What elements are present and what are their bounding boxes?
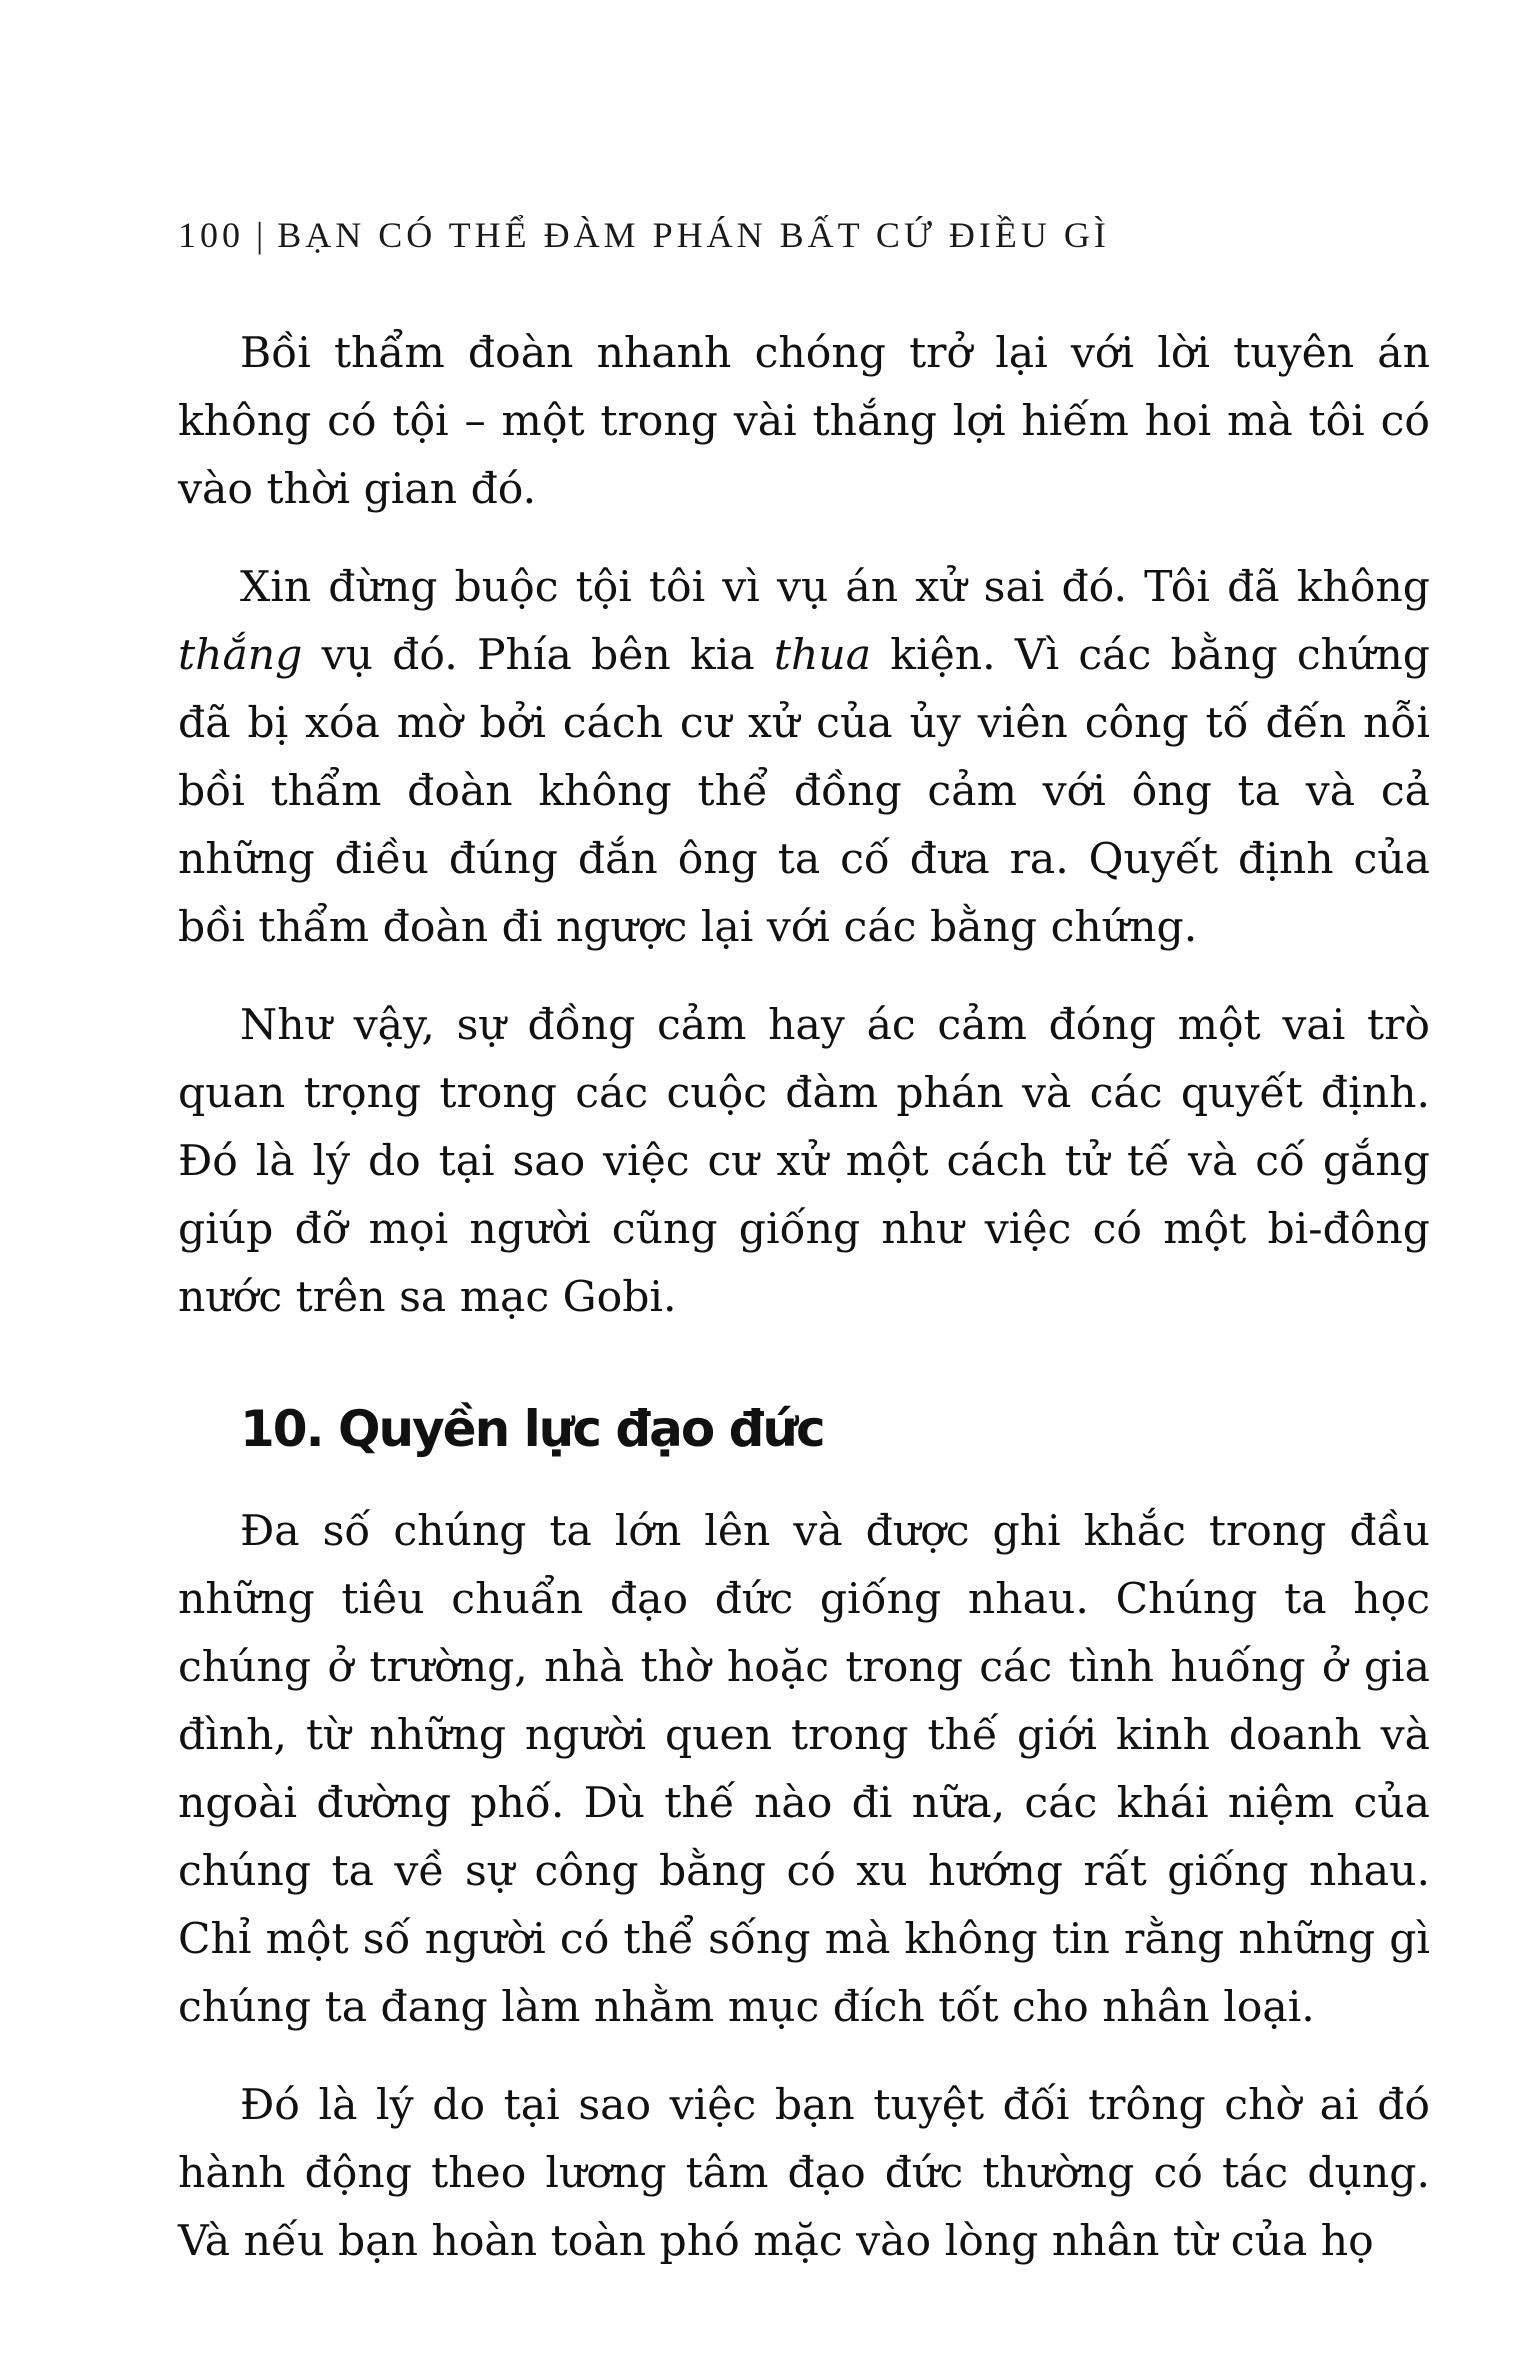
page-number: 100 <box>178 215 244 255</box>
paragraph-dont-blame-me <box>178 554 1430 962</box>
paragraph-sympathy: Như vậy, sự đồng cảm hay ác cảm đóng một vai trò quan trọng trong các cuộc đàm phán và các quyết định. Đó là lý do tại sao việc cư xử một cách tử tế và cố gắng giúp đỡ mọi người cũng giống như việc có một bi-đông nước trên sa mạc Gobi. <box>178 1001 1430 1322</box>
paragraph-text-part: vụ đó. Phía bên kia <box>302 631 774 680</box>
running-header <box>178 214 1110 256</box>
book-title: BẠN CÓ THỂ ĐÀM PHÁN BẤT CỨ ĐIỀU GÌ <box>277 215 1110 255</box>
paragraph-text-part: Xin đừng buộc tội tôi vì vụ án xử sai đó. Tôi đã không <box>240 563 1430 612</box>
paragraph-conscience: Đó là lý do tại sao việc bạn tuyệt đối trông chờ ai đó hành động theo lương tâm đạo đức thường có tác dụng. Và nếu bạn hoàn toàn phó mặc vào lòng nhân từ của họ <box>178 2081 1430 2266</box>
section-heading: 10. Quyền lực đạo đức <box>240 1400 824 1458</box>
emphasis-win: thắng <box>178 631 303 680</box>
paragraph-text-part: kiện. Vì các bằng chứng đã bị xóa mờ bởi cách cư xử của ủy viên công tố đến nỗi bồi thẩm đoàn không thể đồng cảm với ông ta và cả những điều đúng đắn ông ta cố đưa ra. Quyết định của bồi thẩm đoàn đi ngược lại với các bằng chứng. <box>178 631 1430 952</box>
paragraph-moral-standards: Đa số chúng ta lớn lên và được ghi khắc trong đầu những tiêu chuẩn đạo đức giống nhau. Chúng ta học chúng ở trường, nhà thờ hoặc trong các tình huống ở gia đình, từ những người quen trong thế giới kinh doanh và ngoài đường phố. Dù thế nào đi nữa, các khái niệm của chúng ta về sự công bằng có xu hướng rất giống nhau. Chỉ một số người có thể sống mà không tin rằng những gì chúng ta đang làm nhằm mục đích tốt cho nhân loại. <box>178 1507 1430 2032</box>
paragraph-jury-verdict: Bồi thẩm đoàn nhanh chóng trở lại với lời tuyên án không có tội – một trong vài thắng lợi hiếm hoi mà tôi có vào thời gian đó. <box>178 329 1430 514</box>
header-separator: | <box>256 215 268 255</box>
emphasis-lose: thua <box>773 631 872 680</box>
page-body <box>178 320 1430 2276</box>
